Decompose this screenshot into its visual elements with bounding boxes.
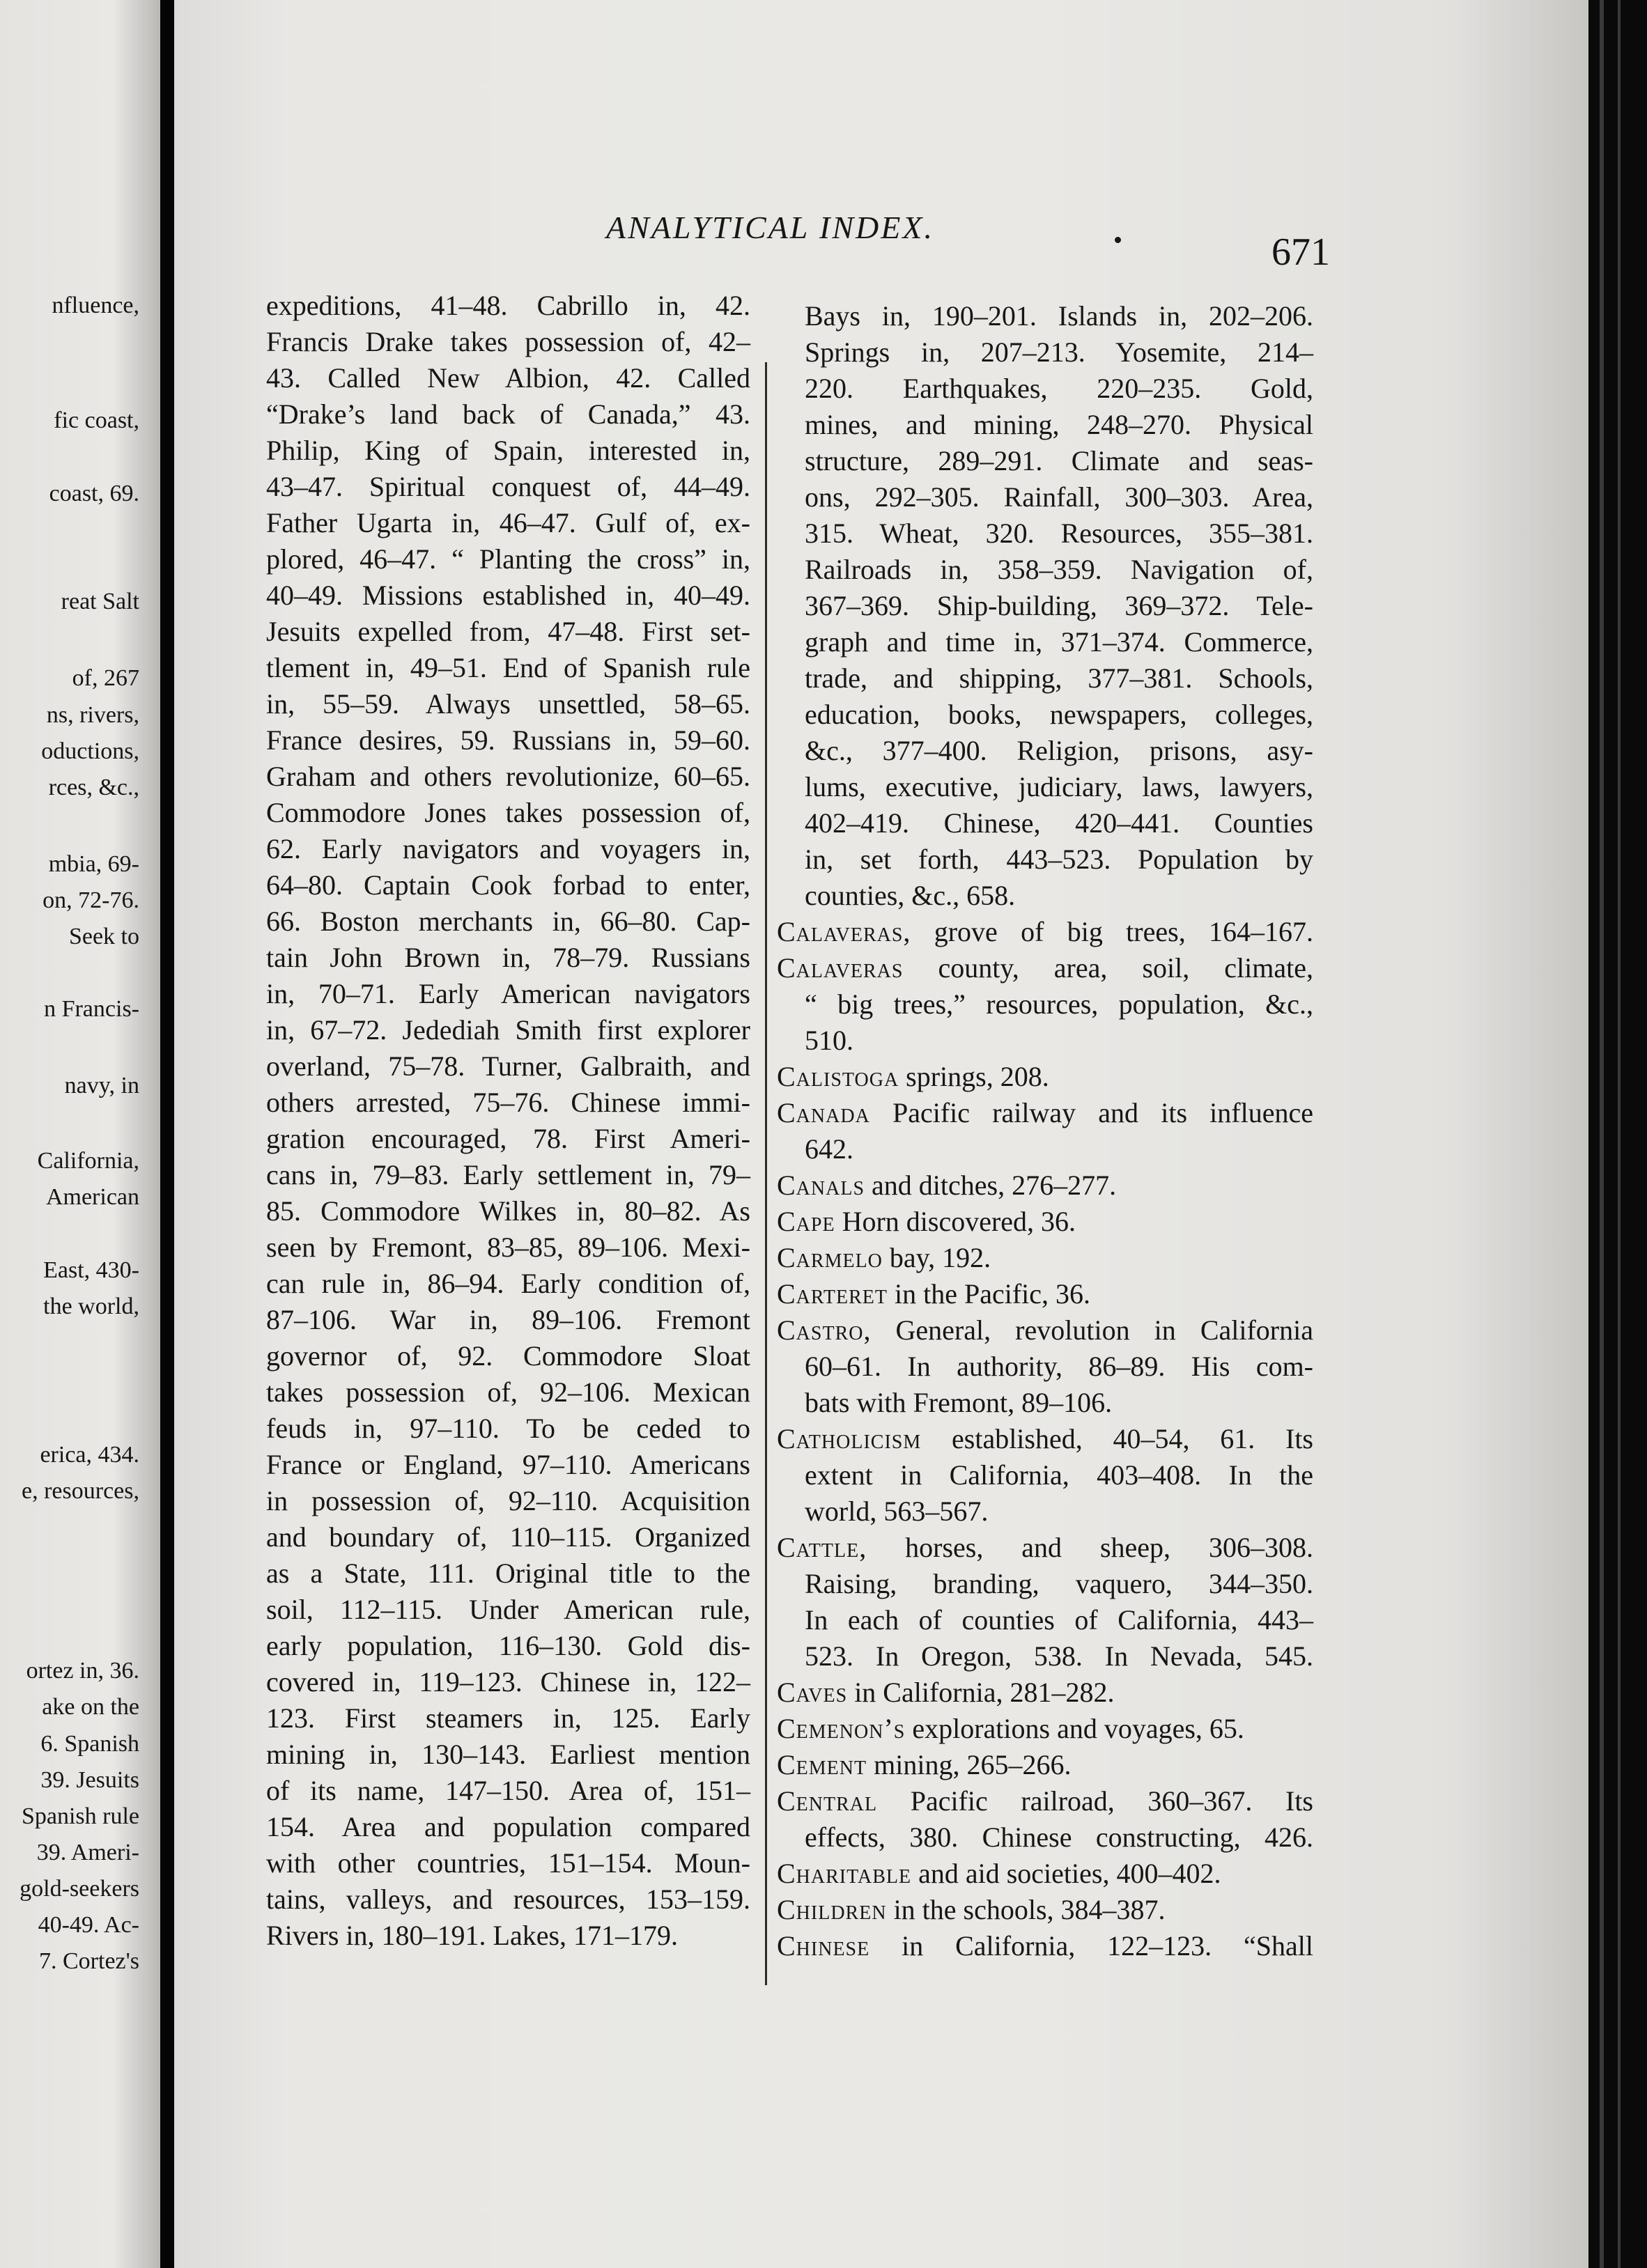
index-line: governor of, 92. Commodore Sloat — [266, 1340, 750, 1372]
facing-page-line: rces, &c., — [48, 775, 139, 800]
facing-page-line: 39. Ameri- — [36, 1840, 139, 1865]
entry-text: lums, executive, judiciary, laws, lawyers, — [805, 771, 1313, 802]
entry-text: education, books, newspapers, colleges, — [805, 699, 1313, 730]
entry-text: Pacific railroad, 360–367. Its — [877, 1785, 1313, 1817]
entry-text: trade, and shipping, 377–381. Schools, — [805, 662, 1313, 694]
index-line: 62. Early navigators and voyagers in, — [266, 833, 750, 864]
index-line — [777, 986, 1313, 1023]
index-line: soil, 112–115. Under American rule, — [266, 1594, 750, 1625]
index-line: Father Ugarta in, 46–47. Gulf of, ex- — [266, 507, 750, 538]
index-line: can rule in, 86–94. Early condition of, — [266, 1268, 750, 1299]
entry-text: Bays in, 190–201. Islands in, 202–206. — [805, 300, 1313, 332]
index-line — [777, 1819, 1313, 1856]
facing-page-line: 7. Cortez's — [39, 1948, 139, 1974]
index-line: others arrested, 75–76. Chinese immi- — [266, 1087, 750, 1118]
index-line — [777, 515, 1313, 552]
index-line — [777, 479, 1313, 515]
entry-heading: Central — [777, 1785, 878, 1817]
index-line: in possession of, 92–110. Acquisition — [266, 1485, 750, 1516]
index-line: France or England, 97–110. Americans — [266, 1449, 750, 1480]
entry-text: in California, 122–123. “Shall — [869, 1930, 1313, 1962]
index-entry — [777, 914, 1313, 950]
entry-heading: Calistoga — [777, 1061, 899, 1092]
index-line — [777, 1493, 1313, 1530]
entry-text: 60–61. In authority, 86–89. His com- — [805, 1351, 1313, 1382]
entry-heading: Castro, — [777, 1314, 872, 1346]
index-line: in, 70–71. Early American navigators — [266, 978, 750, 1009]
entry-heading: Carmelo — [777, 1242, 883, 1273]
entry-text: 642. — [805, 1133, 853, 1165]
facing-page-line: ns, rivers, — [46, 702, 139, 728]
index-line — [777, 733, 1313, 769]
entry-text: ons, 292–305. Rainfall, 300–303. Area, — [805, 481, 1313, 513]
index-line: 85. Commodore Wilkes in, 80–82. As — [266, 1195, 750, 1227]
index-entry — [777, 1675, 1313, 1711]
index-line — [777, 1385, 1313, 1421]
entry-text: &c., 377–400. Religion, prisons, asy- — [805, 735, 1313, 766]
index-line: 87–106. War in, 89–106. Fremont — [266, 1304, 750, 1335]
index-line: Rivers in, 180–191. Lakes, 171–179. — [266, 1920, 679, 1951]
facing-page-line: 40-49. Ac- — [38, 1912, 139, 1938]
index-line — [777, 1638, 1313, 1675]
index-line: with other countries, 151–154. Moun- — [266, 1847, 750, 1879]
entry-text: 523. In Oregon, 538. In Nevada, 545. — [805, 1640, 1313, 1672]
index-line — [777, 1023, 1313, 1059]
index-line — [777, 1602, 1313, 1638]
entry-text: world, 563–567. — [805, 1496, 989, 1527]
index-entry — [777, 1059, 1313, 1095]
entry-text: counties, &c., 658. — [805, 880, 1016, 911]
entry-text: grove of big trees, 164–167. — [911, 916, 1313, 947]
facing-page-line: Seek to — [68, 924, 139, 949]
index-entry — [777, 1276, 1313, 1312]
facing-page-line: erica, 434. — [40, 1442, 139, 1468]
entry-text: in the Pacific, 36. — [887, 1278, 1091, 1310]
index-line — [777, 1131, 1313, 1167]
index-entry — [777, 1312, 1313, 1349]
index-entry — [777, 1747, 1313, 1783]
entry-text: Pacific railway and its influence — [869, 1097, 1313, 1128]
index-entry — [777, 1095, 1313, 1131]
index-line: takes possession of, 92–106. Mexican — [266, 1376, 750, 1408]
index-entry — [777, 1711, 1313, 1747]
entry-text: springs, 208. — [899, 1061, 1049, 1092]
entry-text: in, set forth, 443–523. Population by — [805, 844, 1313, 875]
facing-page-line: California, — [37, 1148, 139, 1174]
index-line: tain John Brown in, 78–79. Russians — [266, 942, 750, 973]
facing-page-line: American — [45, 1184, 139, 1210]
index-line — [777, 298, 1313, 334]
entry-text: “ big trees,” resources, population, &c., — [805, 988, 1313, 1020]
facing-page-line: East, 430- — [43, 1257, 139, 1283]
entry-text: horses, and sheep, 306–308. — [867, 1532, 1313, 1563]
entry-text: and aid societies, 400–402. — [911, 1858, 1221, 1889]
index-line: tlement in, 49–51. End of Spanish rule — [266, 652, 750, 683]
column-rule — [765, 362, 767, 1985]
facing-page-line: oductions, — [41, 738, 139, 764]
index-line: of its name, 147–150. Area of, 151– — [266, 1775, 750, 1806]
entry-text: 220. Earthquakes, 220–235. Gold, — [805, 373, 1313, 404]
index-line — [777, 371, 1313, 407]
index-line: 66. Boston merchants in, 66–80. Cap- — [266, 906, 750, 937]
index-line: 40–49. Missions established in, 40–49. — [266, 580, 750, 611]
index-line: 123. First steamers in, 125. Early — [266, 1702, 750, 1734]
index-entry — [777, 950, 1313, 986]
entry-heading: Calaveras — [777, 952, 904, 984]
index-entry — [777, 1928, 1313, 1964]
index-line — [777, 588, 1313, 624]
entry-text: structure, 289–291. Climate and seas- — [805, 445, 1313, 476]
index-entry — [777, 1421, 1313, 1457]
index-line: “Drake’s land back of Canada,” 43. — [266, 398, 750, 430]
entry-text: bats with Fremont, 89–106. — [805, 1387, 1113, 1418]
entry-text: Horn discovered, 36. — [835, 1206, 1076, 1237]
entry-heading: Cape — [777, 1206, 835, 1237]
index-line: plored, 46–47. “ Planting the cross” in, — [266, 543, 750, 575]
index-line — [777, 697, 1313, 733]
facing-page-line: reat Salt — [61, 589, 139, 614]
index-line: tains, valleys, and resources, 153–159. — [266, 1883, 750, 1915]
facing-page-line: coast, 69. — [49, 481, 139, 506]
index-entry — [777, 1530, 1313, 1566]
entry-text: effects, 380. Chinese constructing, 426. — [805, 1822, 1313, 1853]
entry-text: mining, 265–266. — [867, 1749, 1072, 1780]
facing-page-line: e, resources, — [22, 1478, 139, 1504]
entry-text: 315. Wheat, 320. Resources, 355–381. — [805, 518, 1313, 549]
entry-text: General, revolution in California — [871, 1314, 1313, 1346]
entry-text: Springs in, 207–213. Yosemite, 214– — [805, 336, 1313, 368]
entry-heading: Caves — [777, 1677, 848, 1708]
facing-page-line: n Francis- — [44, 996, 139, 1022]
entry-text: bay, 192. — [882, 1242, 991, 1273]
entry-heading: Cement — [777, 1749, 867, 1780]
entry-heading: Canada — [777, 1097, 870, 1128]
index-line — [777, 624, 1313, 660]
facing-page-text — [0, 0, 160, 2268]
facing-page-line: navy, in — [64, 1073, 139, 1098]
index-line: 154. Area and population compared — [266, 1811, 750, 1842]
index-line: seen by Fremont, 83–85, 89–106. Mexi- — [266, 1232, 750, 1263]
index-line: in, 55–59. Always unsettled, 58–65. — [266, 688, 750, 720]
entry-heading: Cemenon’s — [777, 1713, 906, 1744]
facing-page-line: 6. Spanish — [40, 1731, 139, 1757]
facing-page-line: ortez in, 36. — [26, 1658, 139, 1684]
book-edge — [1590, 0, 1647, 2268]
index-column-right — [777, 298, 1313, 1964]
index-line: cans in, 79–83. Early settlement in, 79– — [266, 1159, 750, 1190]
index-line: Philip, King of Spain, interested in, — [266, 435, 750, 466]
edge-line — [1600, 0, 1604, 2268]
entry-heading: Canals — [777, 1170, 865, 1201]
index-line: in, 67–72. Jedediah Smith first explorer — [266, 1014, 750, 1046]
entry-text: and ditches, 276–277. — [865, 1170, 1117, 1201]
index-line: 64–80. Captain Cook forbad to enter, — [266, 869, 750, 901]
entry-heading: Cattle, — [777, 1532, 867, 1563]
entry-text: graph and time in, 371–374. Commerce, — [805, 626, 1313, 658]
index-line — [777, 443, 1313, 479]
index-line — [777, 407, 1313, 443]
entry-heading: Charitable — [777, 1858, 912, 1889]
facing-page-line: Spanish rule — [21, 1803, 139, 1829]
page-number: 671 — [1271, 231, 1330, 274]
index-entry — [777, 1892, 1313, 1928]
facing-page-line: fic coast, — [54, 407, 139, 433]
entry-text: in the schools, 384–387. — [886, 1894, 1166, 1925]
index-line: early population, 116–130. Gold dis- — [266, 1630, 750, 1661]
entry-heading: Chinese — [777, 1930, 870, 1962]
facing-page-line: 39. Jesuits — [40, 1767, 139, 1793]
index-line: mining in, 130–143. Earliest mention — [266, 1739, 750, 1770]
index-entry — [777, 1204, 1313, 1240]
entry-heading: Carteret — [777, 1278, 888, 1310]
index-line: gration encouraged, 78. First Ameri- — [266, 1123, 750, 1154]
entry-heading: Calaveras, — [777, 916, 911, 947]
facing-page-fragment — [0, 0, 160, 2268]
edge-line — [1618, 0, 1621, 2268]
stray-dot — [1115, 237, 1121, 243]
facing-page-line: the world, — [43, 1294, 139, 1319]
index-column-left — [266, 288, 750, 1954]
index-line: overland, 75–78. Turner, Galbraith, and — [266, 1050, 750, 1082]
index-line: France desires, 59. Russians in, 59–60. — [266, 724, 750, 756]
facing-page-line: nfluence, — [52, 293, 139, 318]
index-line: 43. Called New Albion, 42. Called — [266, 362, 750, 394]
index-line — [777, 878, 1313, 914]
index-entry — [777, 1167, 1313, 1204]
entry-text: explorations and voyages, 65. — [905, 1713, 1244, 1744]
facing-page-line: of, 267 — [72, 665, 139, 691]
index-line: Graham and others revolutionize, 60–65. — [266, 761, 750, 792]
facing-page-line: ake on the — [42, 1694, 139, 1720]
entry-text: extent in California, 403–408. In the — [805, 1459, 1313, 1491]
index-line — [777, 334, 1313, 371]
entry-text: 402–419. Chinese, 420–441. Counties — [805, 807, 1313, 839]
entry-text: 367–369. Ship-building, 369–372. Tele- — [805, 590, 1313, 621]
facing-page-line: mbia, 69- — [48, 851, 139, 877]
facing-page-line: on, 72-76. — [42, 887, 139, 913]
entry-text: Raising, branding, vaquero, 344–350. — [805, 1568, 1313, 1599]
index-entry — [777, 1856, 1313, 1892]
entry-text: in California, 281–282. — [847, 1677, 1115, 1708]
index-line — [777, 552, 1313, 588]
index-line: 43–47. Spiritual conquest of, 44–49. — [266, 471, 750, 502]
index-line: as a State, 111. Original title to the — [266, 1558, 750, 1589]
entry-text: mines, and mining, 248–270. Physical — [805, 409, 1313, 440]
entry-text: established, 40–54, 61. Its — [921, 1423, 1313, 1454]
entry-text: 510. — [805, 1025, 853, 1056]
index-entry — [777, 1783, 1313, 1819]
index-line — [777, 1457, 1313, 1493]
index-line: Commodore Jones takes possession of, — [266, 797, 750, 828]
entry-heading: Catholicism — [777, 1423, 922, 1454]
index-line: expeditions, 41–48. Cabrillo in, 42. — [266, 290, 750, 321]
entry-heading: Children — [777, 1894, 887, 1925]
index-line — [777, 1349, 1313, 1385]
index-line: Jesuits expelled from, 47–48. First set- — [266, 616, 750, 647]
index-line — [777, 841, 1313, 878]
index-line — [777, 769, 1313, 805]
index-entry — [777, 1240, 1313, 1276]
entry-text: county, area, soil, climate, — [903, 952, 1313, 984]
index-line — [777, 660, 1313, 697]
entry-text: Railroads in, 358–359. Navigation of, — [805, 554, 1313, 585]
facing-page-line: gold-seekers — [20, 1876, 139, 1902]
running-head: ANALYTICAL INDEX. — [606, 210, 934, 245]
index-line: and boundary of, 110–115. Organized — [266, 1521, 750, 1553]
index-line: feuds in, 97–110. To be ceded to — [266, 1413, 750, 1444]
entry-text: In each of counties of California, 443– — [805, 1604, 1313, 1636]
index-line — [777, 805, 1313, 841]
index-line: Francis Drake takes possession of, 42– — [266, 326, 750, 357]
index-line: covered in, 119–123. Chinese in, 122– — [266, 1666, 750, 1698]
index-line — [777, 1566, 1313, 1602]
